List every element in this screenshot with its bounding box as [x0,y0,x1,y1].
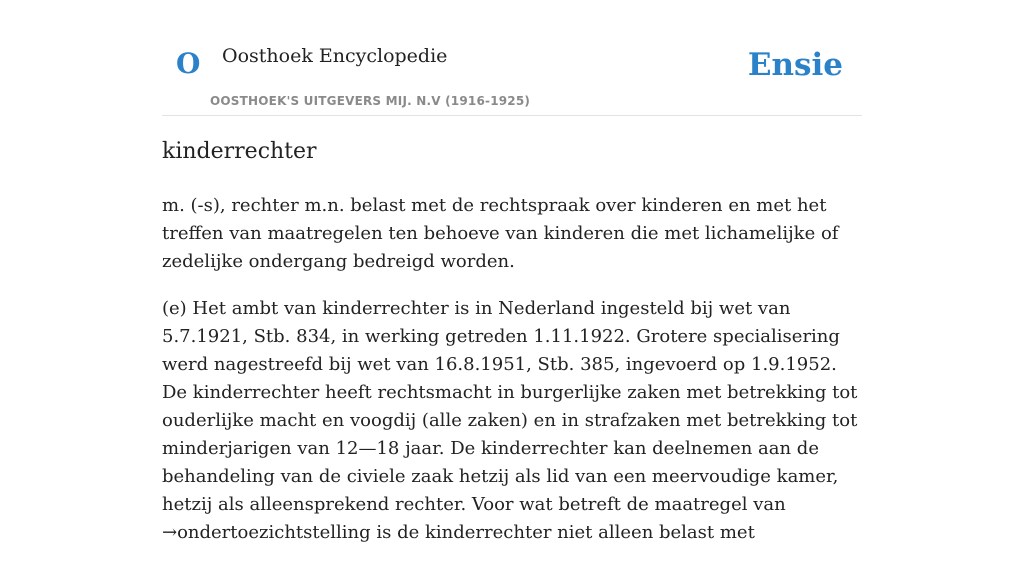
entry-paragraph-explanation: (e) Het ambt van kinderrechter is in Nederland ingesteld bij wet van 5.7.1921, Stb. 834, in werking getreden 1.11.1922. Grotere specialisering werd nagestreefd bij wet van 16.8.1951, Stb. 385, ingevoerd op 1.9.1952. De kinderrechter heeft rechtsmacht in burgerlijke zaken met betrekking tot ouderlijke macht en voogdij (alle zaken) en in strafzaken met betrekking tot minderjarigen van 12—18 jaar. De kinderrechter kan deelnemen aan de behandeling van de civiele zaak hetzij als lid van een meervoudige kamer, hetzij als alleensprekend rechter. Voor wat betreft de maatregel van →ondertoezichtstelling is de kinderrechter niet alleen belast met [162,298,858,543]
source-title[interactable]: Oosthoek Encyclopedie [222,45,448,67]
brand-logo[interactable]: Ensie [747,47,843,83]
entry-body [162,192,862,566]
source-logo-icon: O [176,47,201,80]
entry-headword: kinderrechter [162,139,317,164]
entry-paragraph-definition: m. (-s), rechter m.n. belast met de rechtspraak over kinderen en met het treffen van maatregelen ten behoeve van kinderen die met lichamelijke of zedelijke ondergang bedreigd worden. [162,195,839,272]
source-header [162,0,862,116]
page [162,0,862,543]
source-publisher: OOSTHOEK'S UITGEVERS MIJ. N.V (1916-1925) [210,94,531,108]
